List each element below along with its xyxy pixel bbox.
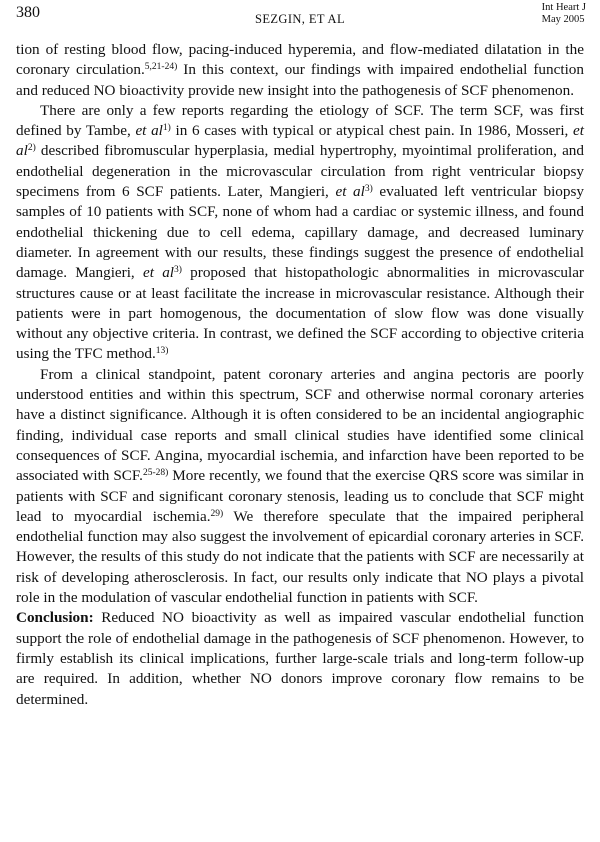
text-segment: in 6 cases with typical or atypical chest pain. In 1986, Mosseri, <box>170 122 574 140</box>
reference-citation: 29) <box>210 508 224 519</box>
article-body <box>16 40 584 710</box>
reference-citation: 5,21-24) <box>144 62 178 73</box>
page-header <box>0 0 600 36</box>
text-segment: In this context, our findings with impaired endothelial function and reduced NO bioactivity provide new insight into the pathogenesis of SCF phenomenon. <box>16 61 584 99</box>
text-segment: We therefore speculate that the impaired peripheral endothelial function may also suggest the involvement of epicardial coronary arteries in SCF. However, the results of this study do not indicate that the patients with SCF are necessarily at risk of developing atherosclerosis. In fact, our results only indicate that NO plays a pivotal role in the modulation of vascular endothelial function in patients with SCF. <box>16 507 584 607</box>
et-al: et al <box>335 183 365 201</box>
reference-citation: 3) <box>174 265 182 276</box>
reference-citation: 13) <box>155 346 169 357</box>
et-al: et al <box>16 122 584 160</box>
reference-citation: 1) <box>162 123 171 134</box>
journal-citation <box>542 2 586 26</box>
text-segment: tion of resting blood flow, pacing-induced hyperemia, and flow-mediated dilatation in the coronary circulation. <box>16 41 584 79</box>
reference-citation: 3) <box>364 184 373 195</box>
paragraph-3 <box>16 365 584 609</box>
paragraph-2 <box>16 101 584 365</box>
page-number: 380 <box>16 4 40 21</box>
text-segment: evaluated left ventricular biopsy samples of 10 patients with SCF, none of whom had a cardiac or systemic illness, and found endothelial thickening due to cell edema, capillary damage, and decreased luminary diameter. In agreement with our results, these findings suggest the presence of endothelial damage. Mangieri, <box>16 183 584 282</box>
reference-citation: 2) <box>27 143 36 154</box>
text-segment: proposed that histopathologic abnormalities in microvascular structures cause or at least facilitate the increase in microvascular resistance. Although their patients were in part homogenous, the documentation of slow flow was done visually without any objective criteria. In contrast, we defined the SCF according to objective criteria using the TFC method. <box>16 264 584 363</box>
journal-date: May 2005 <box>541 14 585 25</box>
journal-name: Int Heart J <box>541 2 586 13</box>
paragraph-1 <box>16 40 584 101</box>
conclusion-text: Reduced NO bioactivity as well as impaired vascular endothelial function support the role of endothelial damage in the pathogenesis of SCF phenomenon. However, to firmly establish its clinical implications, further large-scale trials and long-term follow-up are required. In addition, whether NO donors improve coronary flow remains to be determined. <box>16 609 584 708</box>
text-segment: More recently, we found that the exercise QRS score was similar in patients with SCF and significant coronary stenosis, leading us to conclude that SCF might lead to myocardial ischemia. <box>16 467 585 525</box>
running-title: SEZGIN, ET AL <box>254 12 346 26</box>
conclusion-heading: Conclusion: <box>16 609 94 627</box>
reference-citation: 25-28) <box>142 468 169 479</box>
et-al: et al <box>142 264 175 282</box>
text-segment: From a clinical standpoint, patent coronary arteries and angina pectoris are poorly understood entities and within this spectrum, SCF and otherwise normal coronary arteries have a distinct significance. Although it is often considered to be an incidental angiographic finding, individual case reports and small clinical studies have identified some clinical consequences of SCF. Angina, myocardial ischemia, and infarction have been reported to be associated with SCF. <box>16 365 584 485</box>
et-al: et al <box>135 122 163 140</box>
text-segment: described fibromuscular hyperplasia, medial hypertrophy, myointimal proliferation, and endothelial degeneration in the microvascular circulation from right ventricular biopsy specimens from 6 SCF patients. Later, Mangieri, <box>16 142 584 201</box>
text-segment: There are only a few reports regarding the etiology of SCF. The term SCF, was first defined by Tambe, <box>16 101 584 140</box>
conclusion-paragraph <box>16 608 584 709</box>
